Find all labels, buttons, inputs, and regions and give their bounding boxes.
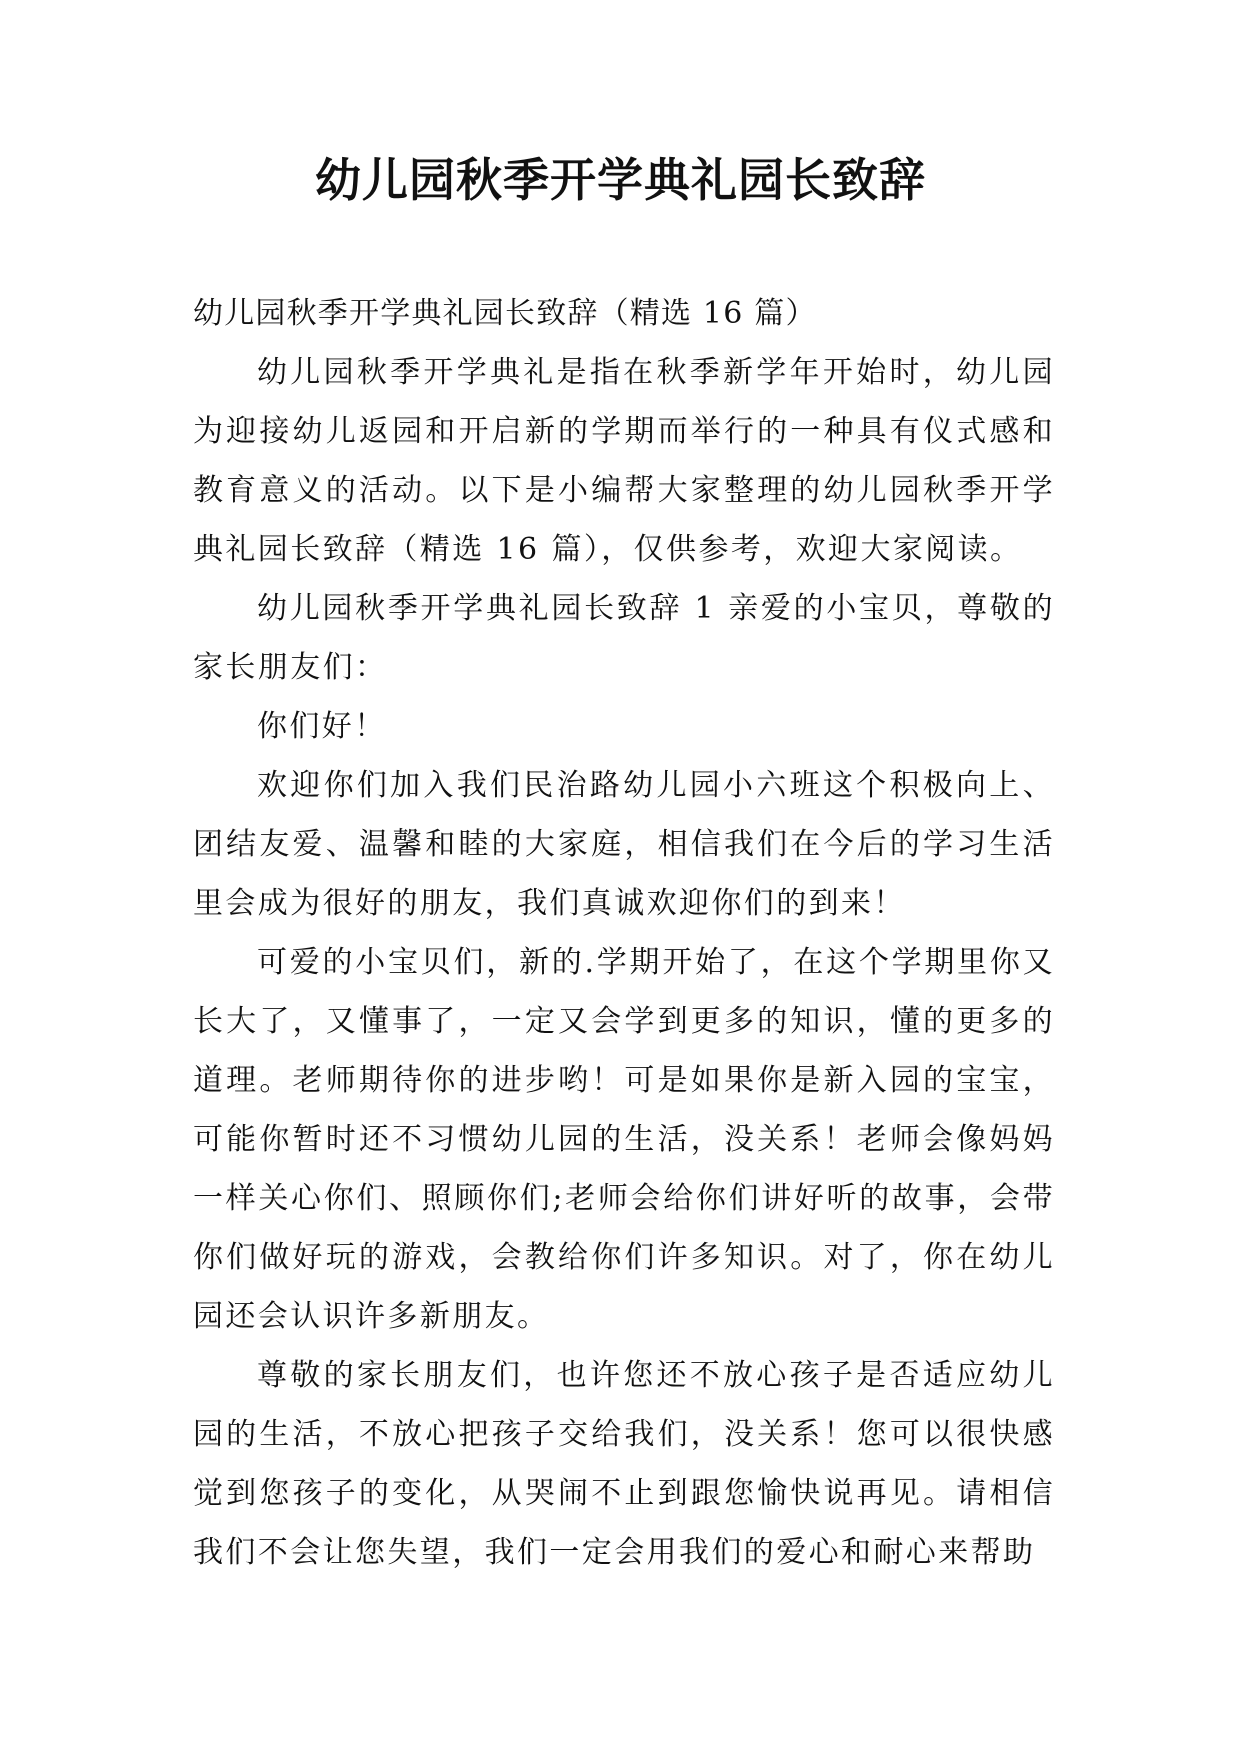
paragraph-greeting: 你们好！	[257, 709, 387, 744]
paragraph-to-parents: 尊敬的家长朋友们，也许您还不放心孩子是否适应幼儿园的生活，不放心把孩子交给我们，没关系！您可以很快感觉到您孩子的变化，从哭闹不止到跟您愉快说再见。请相信我们不会让您失望，我们一定会用我们的爱心和耐心来帮助	[193, 1358, 1055, 1570]
paragraph-speech-heading: 幼儿园秋季开学典礼园长致辞 1 亲爱的小宝贝，尊敬的家长朋友们：	[193, 591, 1055, 685]
paragraph-welcome: 欢迎你们加入我们民治路幼儿园小六班这个积极向上、团结友爱、温馨和睦的大家庭，相信我们在今后的学习生活里会成为很好的朋友，我们真诚欢迎你们的到来！	[193, 768, 1055, 921]
document-title: 幼儿园秋季开学典礼园长致辞	[315, 153, 926, 207]
document-body	[193, 284, 1055, 1582]
document-subtitle: 幼儿园秋季开学典礼园长致辞（精选 16 篇）	[193, 296, 817, 331]
paragraph-intro: 幼儿园秋季开学典礼是指在秋季新学年开始时，幼儿园为迎接幼儿返园和开启新的学期而举行的一种具有仪式感和教育意义的活动。以下是小编帮大家整理的幼儿园秋季开学典礼园长致辞（精选 16 篇），仅供参考，欢迎大家阅读。	[193, 355, 1055, 567]
paragraph-to-children: 可爱的小宝贝们，新的.学期开始了，在这个学期里你又长大了，又懂事了，一定又会学到更多的知识，懂的更多的道理。老师期待你的进步哟！可是如果你是新入园的宝宝，可能你暂时还不习惯幼儿园的生活，没关系！老师会像妈妈一样关心你们、照顾你们;老师会给你们讲好听的故事，会带你们做好玩的游戏，会教给你们许多知识。对了，你在幼儿园还会认识许多新朋友。	[193, 945, 1055, 1334]
